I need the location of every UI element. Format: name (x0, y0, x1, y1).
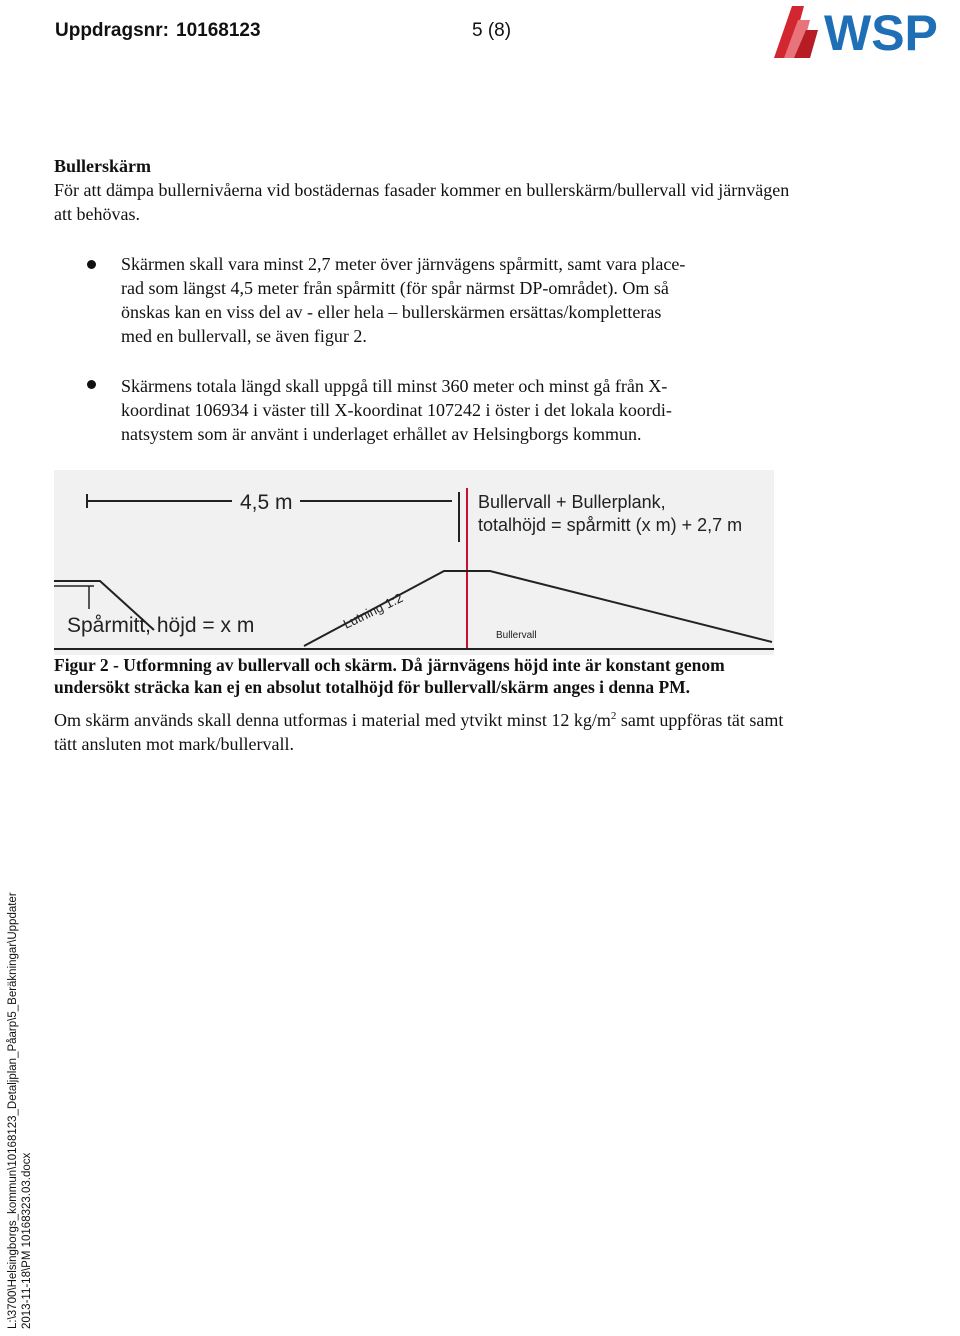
track-label: Spårmitt, höjd = x m (67, 614, 255, 637)
figure-title-line2: totalhöjd = spårmitt (x m) + 2,7 m (478, 515, 743, 535)
file-path-line1: L:\3700\Helsingborgs_kommun\10168123_Detaljplan_Påarp\5_Beräkningar\Uppdatering (7, 892, 19, 1329)
figure-title-line1: Bullervall + Bullerplank, (478, 492, 666, 512)
assignment-number-label: Uppdragsnr: (55, 20, 169, 41)
assignment-number: 10168123 (176, 20, 261, 41)
material-text-before: Om skärm används skall denna utformas i material med ytvikt minst 12 kg/m (54, 710, 611, 730)
slope-label: Lutning 1:2 (340, 590, 406, 632)
bullet-1-line: Skärmen skall vara minst 2,7 meter över järnvägens spårmitt, samt vara place- (121, 254, 686, 274)
figure-caption: Figur 2 - Utformning av bullervall och skärm. Då järnvägens höjd inte är konstant genom undersökt sträcka kan ej en absolut totalhöjd för bullervall/skärm anges i denna PM. (54, 655, 725, 697)
bullet-2-line: Skärmens totala längd skall uppgå till minst 360 meter och minst gå från X- (121, 376, 668, 396)
page-number: 5 (8) (472, 20, 512, 41)
section-heading: Bullerskärm (54, 156, 151, 176)
material-text-after: samt uppföras tät samt tätt ansluten mot mark/bullervall. (54, 710, 784, 754)
file-path-line2: 2013-11-18\PM 10168323.03.docx (21, 1152, 33, 1329)
superscript-two: 2 (610, 710, 617, 722)
figure-embankment-diagram (54, 470, 774, 655)
bullet-item-2 (121, 374, 771, 446)
distance-label: 4,5 m (240, 491, 293, 514)
bullet-dot (87, 380, 96, 389)
embankment-label: Bullervall (496, 630, 537, 641)
bullet-1-line: önskas kan en viss del av - eller hela – bullerskärmen ersättas/kompletteras (121, 302, 662, 322)
bullet-1-line: rad som längst 4,5 meter från spårmitt (för spår närmst DP-området). Om så (121, 278, 669, 298)
logo-wordmark: WSP (824, 5, 938, 61)
bullet-1-line: med en bullervall, se även figur 2. (121, 326, 367, 346)
material-paragraph (54, 708, 784, 756)
wsp-logo (770, 0, 960, 62)
file-path-sidenote (0, 892, 34, 1331)
bullet-2-line: natsystem som är använt i underlaget erhållet av Helsingborgs kommun. (121, 424, 642, 444)
bullet-dot (87, 260, 96, 269)
intro-paragraph: För att dämpa bullernivåerna vid bostädernas fasader kommer en bullerskärm/bullervall vid järnvägen att behövas. (54, 180, 790, 224)
bullet-item-1 (121, 252, 771, 348)
bullet-2-line: koordinat 106934 i väster till X-koordinat 107242 i öster i det lokala koordi- (121, 400, 672, 420)
